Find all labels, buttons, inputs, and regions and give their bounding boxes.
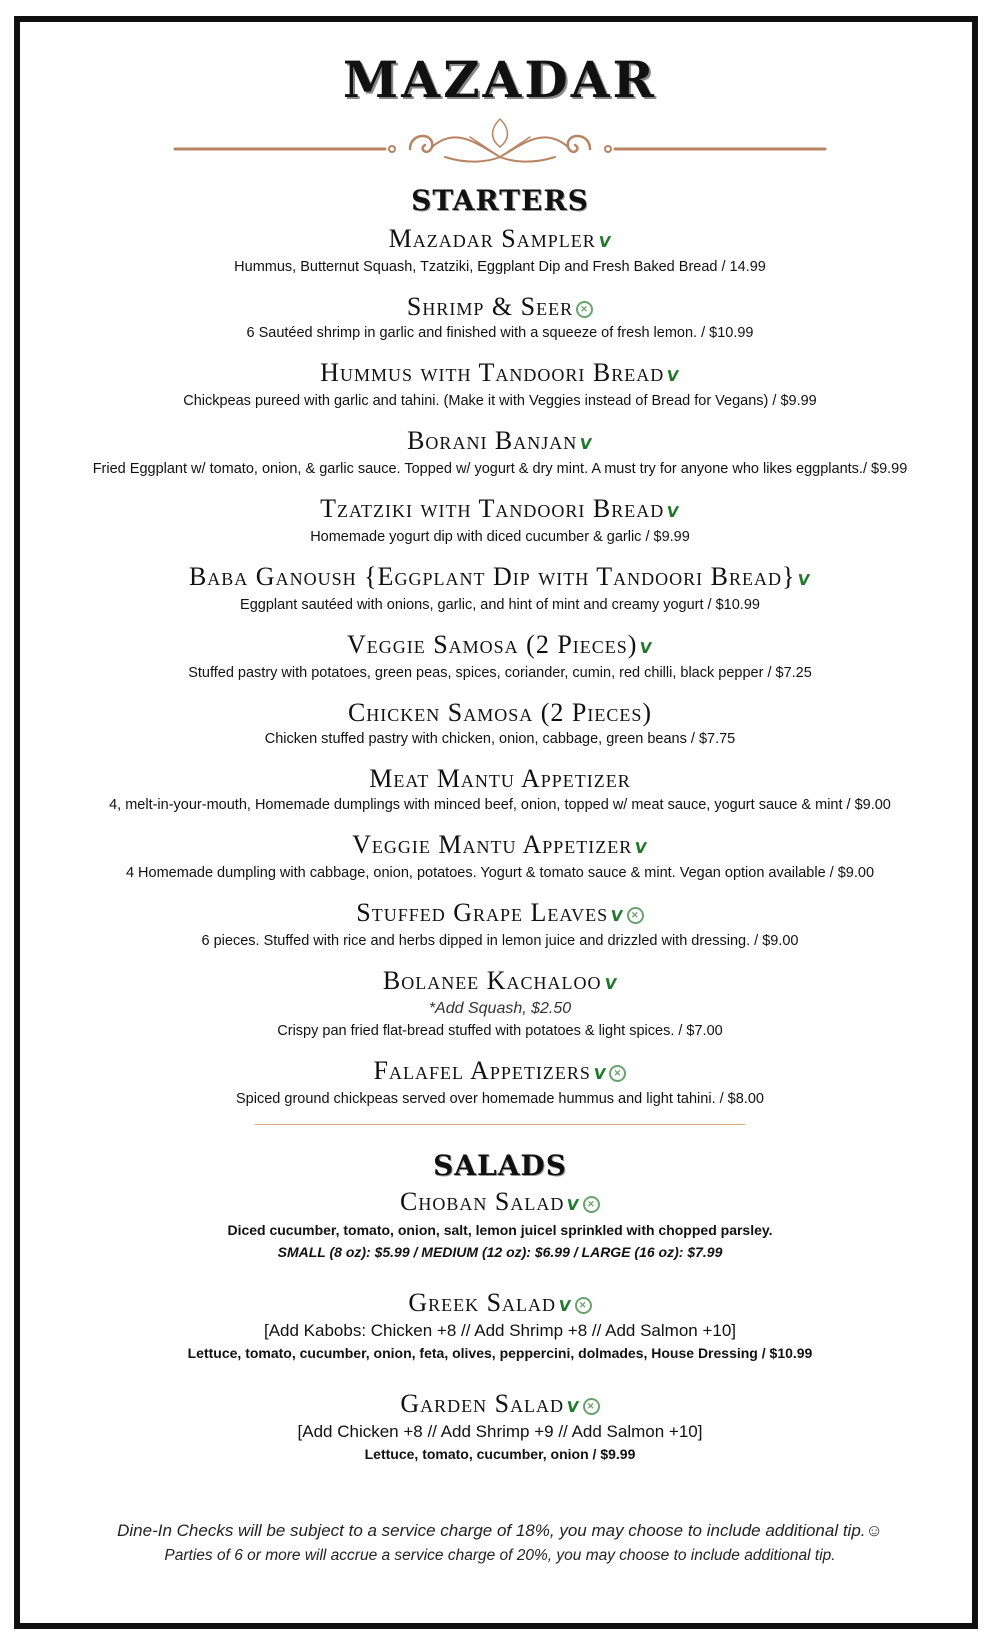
item-name [20,561,980,594]
vegan-leaf-icon: v [578,430,595,455]
menu-page [20,0,980,1565]
ornament-divider-icon [170,117,830,167]
vegan-leaf-icon: v [665,362,682,387]
salad-description: Diced cucumber, tomato, onion, salt, lemon juicel sprinkled with chopped parsley. [227,1222,773,1238]
item-name-text: Choban Salad [400,1187,565,1216]
item-note: *Add Squash, $2.50 [428,1000,572,1017]
menu-item first [20,223,980,278]
item-description: Spiced ground chickpeas served over homemade hummus and light tahini. / $8.00 [236,1091,764,1107]
vegan-leaf-icon: v [557,1292,574,1317]
menu-item [20,763,980,816]
gluten-free-icon: ✕ [583,1196,600,1213]
menu-item [20,561,980,616]
item-name-text: Chicken Samosa (2 Pieces) [347,698,653,727]
vegan-leaf-icon: v [796,566,813,591]
item-name [20,763,980,794]
section-heading-starters: STARTERS [411,184,589,217]
gluten-free-icon: ✕ [576,301,593,318]
item-name-text: Meat Mantu Appetizer [369,764,631,793]
salad-sizes: SMALL (8 oz): $5.99 / MEDIUM (12 oz): $6.99 / LARGE (16 oz): $7.99 [277,1244,723,1260]
salad-item [20,1388,980,1465]
salads-list [20,1186,980,1465]
service-charge-note: Dine-In Checks will be subject to a service charge of 18%, you may choose to include additional tip.☺ [117,1521,883,1540]
starters-list [20,223,980,1110]
salad-item [20,1287,980,1364]
gluten-free-icon: ✕ [627,907,644,924]
item-name [20,1055,980,1088]
salad-addons: [Add Chicken +8 // Add Shrimp +9 // Add Salmon +10] [297,1422,703,1441]
item-name-text: Bolanee Kachaloo [382,966,602,995]
item-name [20,1287,980,1320]
item-name [20,829,980,862]
item-description: Crispy pan fried flat-bread stuffed with potatoes & light spices. / $7.00 [277,1023,723,1039]
item-name-text: Garden Salad [400,1389,565,1418]
item-name [20,493,980,526]
menu-item [20,1055,980,1110]
salad-description: Lettuce, tomato, cucumber, onion / $9.99 [364,1446,636,1462]
item-description: Homemade yogurt dip with diced cucumber & garlic / $9.99 [310,529,690,545]
item-name [20,697,980,728]
item-description: Hummus, Butternut Squash, Tzatziki, Eggplant Dip and Fresh Baked Bread / 14.99 [234,259,766,275]
section-divider [255,1124,745,1125]
item-name-text: Baba Ganoush {Eggplant Dip with Tandoori Bread} [188,562,796,591]
item-description: 6 pieces. Stuffed with rice and herbs dipped in lemon juice and drizzled with dressing. / $9.00 [201,933,799,949]
item-name-text: Falafel Appetizers [373,1056,591,1085]
menu-item [20,291,980,344]
menu-item [20,897,980,952]
item-name-text: Veggie Mantu Appetizer [352,830,633,859]
gluten-free-icon: ✕ [575,1297,592,1314]
vegan-leaf-icon: v [596,228,614,253]
section-heading-salads: SALADS [433,1149,567,1182]
menu-item [20,493,980,548]
restaurant-title: MAZADAR [342,50,658,109]
item-description: Fried Eggplant w/ tomato, onion, & garlic sauce. Topped w/ yogurt & dry mint. A must try for anyone who likes eggplants./ $9.99 [92,461,908,477]
gluten-free-icon: ✕ [583,1398,600,1415]
item-description: Chickpeas pureed with garlic and tahini. (Make it with Veggies instead of Bread for Vegans) / $9.99 [183,393,817,409]
menu-item [20,629,980,684]
menu-item [20,697,980,750]
item-description: 4, melt-in-your-mouth, Homemade dumplings with minced beef, onion, topped w/ meat sauce, yogurt sauce & mint / $9.00 [109,797,891,813]
item-name [20,291,980,322]
vegan-leaf-icon: v [565,1393,582,1418]
menu-item [20,425,980,480]
item-name [20,425,980,458]
item-name [20,1388,980,1421]
item-name-text: Stuffed Grape Leaves [356,898,609,927]
item-name [20,223,980,256]
item-name-text: Greek Salad [408,1288,557,1317]
vegan-leaf-icon: v [633,834,650,859]
vegan-leaf-icon: v [638,634,655,659]
item-name-text: Mazadar Sampler [388,224,596,253]
item-name-text: Borani Banjan [407,426,578,455]
item-name-text: Hummus with Tandoori Bread [320,358,665,387]
vegan-leaf-icon: v [609,902,626,927]
menu-item [20,357,980,412]
item-description: Chicken stuffed pastry with chicken, onion, cabbage, green beans / $7.75 [264,731,736,747]
item-name [20,897,980,930]
item-name [20,629,980,662]
menu-item [20,829,980,884]
item-name-text: Tzatziki with Tandoori Bread [320,494,665,523]
item-name [20,965,980,998]
item-name-text: Veggie Samosa (2 Pieces) [346,630,638,659]
item-name [20,1186,980,1219]
gluten-free-icon: ✕ [609,1065,626,1082]
item-description: Stuffed pastry with potatoes, green peas, spices, coriander, cumin, red chilli, black pepper / $7.25 [188,665,812,681]
item-name-text: Shrimp & Seer [406,292,574,321]
vegan-leaf-icon: v [565,1191,582,1216]
vegan-leaf-icon: v [602,970,619,995]
vegan-leaf-icon: v [592,1060,609,1085]
salad-addons: [Add Kabobs: Chicken +8 // Add Shrimp +8 // Add Salmon +10] [263,1321,737,1340]
item-description: 6 Sautéed shrimp in garlic and finished with a squeeze of fresh lemon. / $10.99 [246,325,754,341]
menu-item [20,965,980,1042]
item-name [20,357,980,390]
vegan-leaf-icon: v [665,498,682,523]
salad-item [20,1186,980,1263]
party-charge-note: Parties of 6 or more will accrue a service charge of 20%, you may choose to include additional tip. [164,1547,836,1564]
item-description: Eggplant sautéed with onions, garlic, and hint of mint and creamy yogurt / $10.99 [240,597,760,613]
salad-description: Lettuce, tomato, cucumber, onion, feta, olives, peppercini, dolmades, House Dressing / $10.99 [187,1345,813,1361]
item-description: 4 Homemade dumpling with cabbage, onion, potatoes. Yogurt & tomato sauce & mint. Vegan option available / $9.00 [125,865,875,881]
